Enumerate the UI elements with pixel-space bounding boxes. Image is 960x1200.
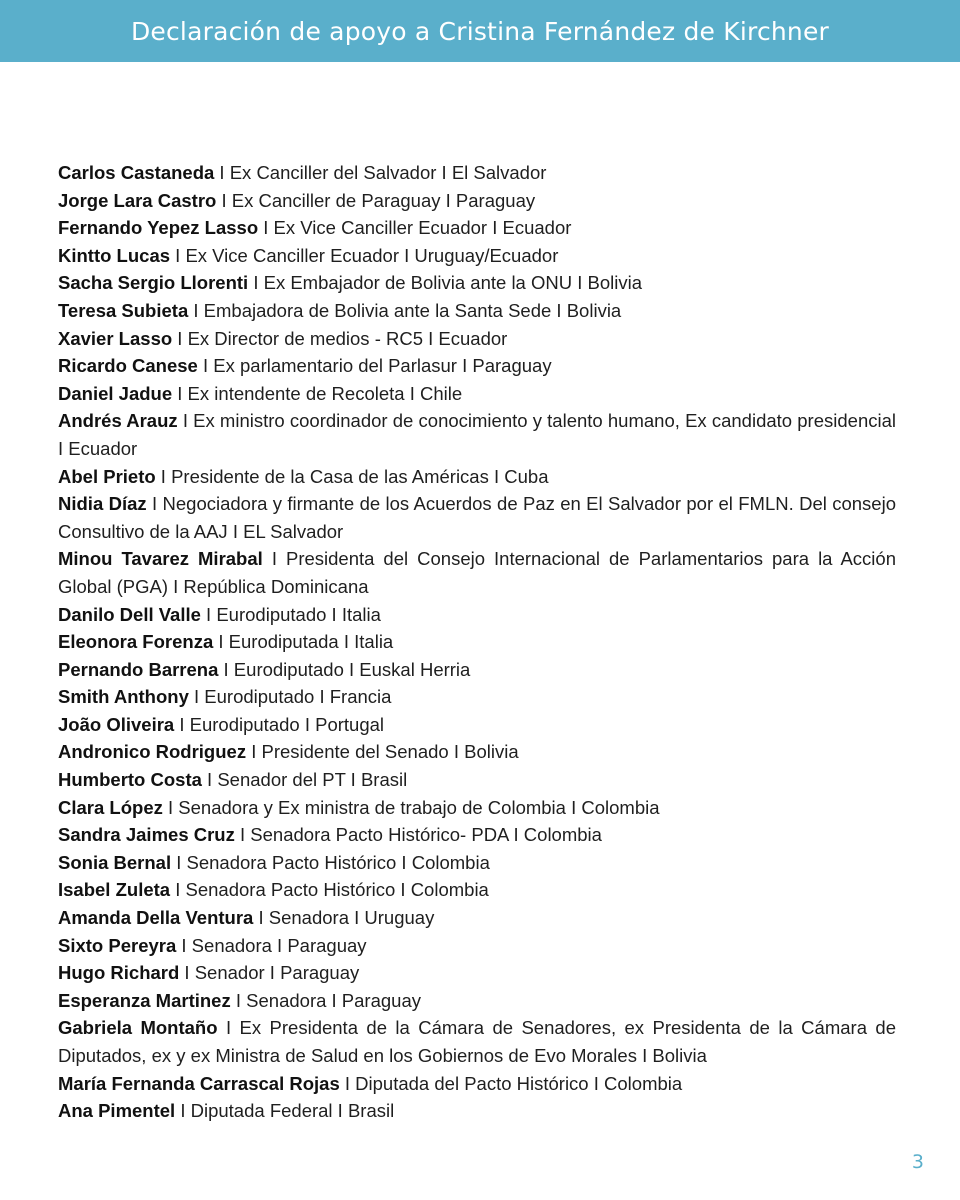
signatory-details: I Ex Embajador de Bolivia ante la ONU I Bolivia <box>248 272 643 294</box>
signatory-name: Andrés Arauz <box>58 410 178 432</box>
signatory-details: I Presidenta del Consejo Internacional de Parlamentarios para la Acción Global (PGA) I República Dominicana <box>58 548 896 597</box>
signatory-entry <box>58 904 896 932</box>
signatory-name: Fernando Yepez Lasso <box>58 217 259 239</box>
signatory-name: Carlos Castaneda <box>58 162 215 183</box>
signatory-details: I Senadora I Uruguay <box>253 907 435 929</box>
signatory-details: I Senador I Paraguay <box>179 962 360 984</box>
signatory-details: I Eurodiputada I Italia <box>213 631 394 653</box>
signatory-entry <box>58 545 896 600</box>
signatory-name: João Oliveira <box>58 713 175 735</box>
signatory-entry <box>58 794 896 822</box>
signatory-details: I Senadora y Ex ministra de trabajo de Colombia I Colombia <box>162 796 660 818</box>
signatory-entry <box>58 490 896 545</box>
signatory-details: I Ex Vice Canciller Ecuador I Uruguay/Ecuador <box>170 244 559 266</box>
signatory-details: I Senadora Pacto Histórico- PDA I Colombia <box>234 824 602 846</box>
signatory-entry <box>58 738 896 766</box>
signatory-details: I Negociadora y firmante de los Acuerdos de Paz en El Salvador por el FMLN. Del consejo Consultivo de la AAJ I EL Salvador <box>58 493 896 542</box>
signatory-details: I Embajadora de Bolivia ante la Santa Sede I Bolivia <box>188 299 622 321</box>
signatory-details: I Presidente del Senado I Bolivia <box>246 741 519 763</box>
signatory-entry <box>58 187 896 215</box>
signatory-name: Minou Tavarez Mirabal <box>58 548 263 570</box>
signatory-name: Clara López <box>58 796 163 818</box>
signatory-entry <box>58 876 896 904</box>
signatory-name: Sandra Jaimes Cruz <box>58 824 235 846</box>
signatory-name: Teresa Subieta <box>58 299 189 321</box>
page-title: Declaración de apoyo a Cristina Fernández de Kirchner <box>130 16 830 46</box>
signatory-entry <box>58 766 896 794</box>
signatory-entry <box>58 269 896 297</box>
signatory-details: I Eurodiputado I Francia <box>188 686 392 708</box>
signatory-entry <box>58 932 896 960</box>
signatory-name: Daniel Jadue <box>58 382 173 404</box>
signatory-name: Abel Prieto <box>58 465 156 487</box>
page-number: 3 <box>911 1151 924 1173</box>
signatory-name: Gabriela Montaño <box>58 1017 218 1039</box>
signatory-entry <box>58 214 896 242</box>
signatory-name: Andronico Rodriguez <box>58 741 247 763</box>
signatory-details: I Eurodiputado I Portugal <box>174 713 385 735</box>
signatory-name: Smith Anthony <box>58 686 189 708</box>
signatory-entry <box>58 683 896 711</box>
signatory-name: Esperanza Martinez <box>58 989 231 1011</box>
signatory-details: I Diputada del Pacto Histórico I Colombia <box>339 1072 683 1094</box>
signatory-entry <box>58 987 896 1015</box>
signatory-entry <box>58 821 896 849</box>
signatory-entry <box>58 711 896 739</box>
signatory-list <box>58 159 896 1125</box>
signatory-name: Hugo Richard <box>58 962 180 984</box>
signatory-name: Nidia Díaz <box>58 493 147 515</box>
signatory-details: I Eurodiputado I Italia <box>200 603 381 625</box>
signatory-name: Eleonora Forenza <box>58 631 214 653</box>
signatory-entry <box>58 297 896 325</box>
signatory-name: Sixto Pereyra <box>58 934 177 956</box>
signatory-name: Kintto Lucas <box>58 244 171 266</box>
signatory-entry <box>58 325 896 353</box>
signatory-name: Ana Pimentel <box>58 1100 176 1122</box>
signatory-entry <box>58 352 896 380</box>
signatory-entry <box>58 407 896 462</box>
signatory-details: I Senador del PT I Brasil <box>201 769 408 791</box>
signatory-entry <box>58 628 896 656</box>
signatory-details: I Ex intendente de Recoleta I Chile <box>172 382 463 404</box>
signatory-entry <box>58 1070 896 1098</box>
signatory-name: Danilo Dell Valle <box>58 603 201 625</box>
signatory-name: Isabel Zuleta <box>58 879 171 901</box>
signatory-entry <box>58 463 896 491</box>
signatory-entry <box>58 242 896 270</box>
signatory-name: Pernando Barrena <box>58 658 219 680</box>
signatory-name: María Fernanda Carrascal Rojas <box>58 1072 340 1094</box>
signatory-details: I Ex parlamentario del Parlasur I Paraguay <box>197 355 552 377</box>
signatory-details: I Senadora I Paraguay <box>176 934 367 956</box>
signatory-name: Xavier Lasso <box>58 327 173 349</box>
signatory-details: I Presidente de la Casa de las Américas I Cuba <box>155 465 549 487</box>
signatory-name: Sonia Bernal <box>58 851 172 873</box>
signatory-entry <box>58 1097 896 1125</box>
signatory-entry <box>58 1014 896 1069</box>
signatory-entry <box>58 159 896 187</box>
signatory-name: Amanda Della Ventura <box>58 907 254 929</box>
signatory-name: Sacha Sergio Llorenti <box>58 272 249 294</box>
page-header <box>0 0 960 62</box>
signatory-details: I Ex Presidenta de la Cámara de Senadores, ex Presidenta de la Cámara de Diputados, ex y ex Ministra de Salud en los Gobiernos de Evo Morales I Bolivia <box>58 1017 896 1066</box>
signatory-name: Humberto Costa <box>58 769 202 791</box>
signatory-entry <box>58 380 896 408</box>
signatory-details: I Eurodiputado I Euskal Herria <box>218 658 471 680</box>
signatory-name: Jorge Lara Castro <box>58 189 217 211</box>
signatory-entry <box>58 601 896 629</box>
signatory-details: I Ex ministro coordinador de conocimiento y talento humano, Ex candidato presidencial I Ecuador <box>58 410 896 459</box>
signatory-details: I Senadora Pacto Histórico I Colombia <box>170 879 489 901</box>
signatory-details: I Diputada Federal I Brasil <box>175 1100 395 1122</box>
signatory-details: I Ex Vice Canciller Ecuador I Ecuador <box>258 217 572 239</box>
signatory-details: I Ex Canciller del Salvador I El Salvador <box>214 162 547 183</box>
signatory-details: I Ex Canciller de Paraguay I Paraguay <box>216 189 536 211</box>
signatory-details: I Senadora Pacto Histórico I Colombia <box>171 851 490 873</box>
signatory-name: Ricardo Canese <box>58 355 198 377</box>
signatory-entry <box>58 959 896 987</box>
signatory-details: I Senadora I Paraguay <box>230 989 422 1011</box>
signatory-details: I Ex Director de medios - RC5 I Ecuador <box>172 327 508 349</box>
signatory-entry <box>58 656 896 684</box>
signatory-entry <box>58 849 896 877</box>
